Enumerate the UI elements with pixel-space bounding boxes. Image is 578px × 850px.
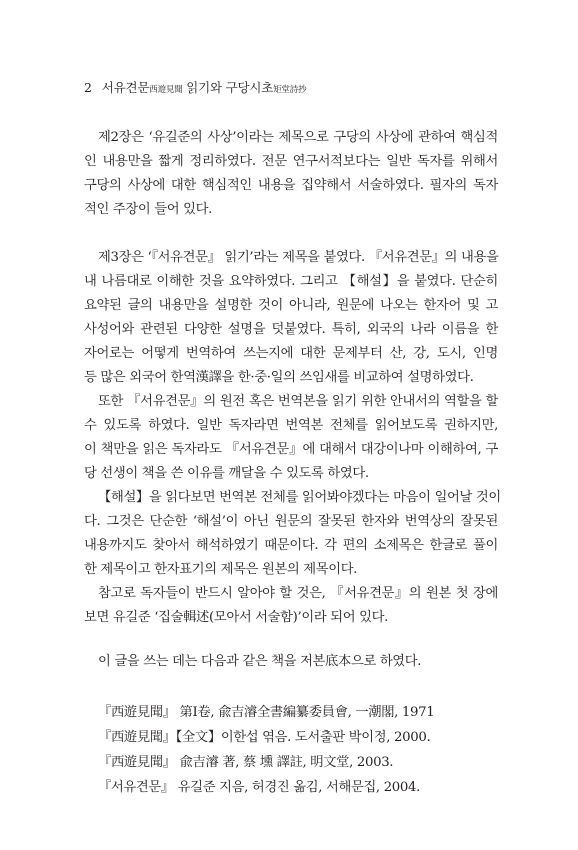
reference-list: [84, 700, 498, 800]
text-line: 참고로 독자들이 반드시 알아야 할 것은, 『서유견문』의 원본 첫 장에: [98, 586, 498, 601]
text-line: 자어로는 어떻게 번역하여 쓰는지에 대한 문제부터 산, 강, 도시, 인명: [84, 346, 498, 361]
running-header: [84, 78, 306, 96]
text-line: 적인 주장이 들어 있다.: [84, 202, 212, 217]
text-line: 또한 『서유견문』의 원전 혹은 번역본을 읽기 위한 안내서의 역할을 할: [98, 394, 498, 409]
text-line: 이 책만을 읽은 독자라도 『서유견문』에 대해서 대강이나마 이해하여, 구: [84, 442, 498, 457]
running-title-sub: 읽기와 구당시초: [182, 80, 274, 95]
paragraph-note: [84, 582, 498, 630]
text-line: 인 내용만을 짧게 정리하였다. 전문 연구서적보다는 일반 독자를 위해서: [84, 154, 498, 169]
running-title-main: 서유견문: [101, 80, 150, 95]
reference-item: 『西遊見聞』 兪吉濬 著, 蔡 壎 譯註, 明文堂, 2003.: [98, 755, 394, 770]
text-line: 요약된 글의 내용만을 설명한 것이 아니라, 원문에 나오는 한자어 및 고: [84, 298, 498, 313]
body-text: [84, 126, 501, 800]
page-number: 2: [84, 80, 92, 95]
text-line: 구당의 사상에 대한 핵심적인 내용을 집약해서 서술하였다. 필자의 독자: [84, 178, 498, 193]
text-line: 제3장은 ‘『서유견문』 읽기’라는 제목을 붙였다. 『서유견문』의 내용을: [98, 250, 499, 265]
paragraph-commentary: [84, 486, 501, 582]
paragraph-chapter2: [84, 126, 498, 222]
text-line: 보면 유길준 ‘집술輯述(모아서 서술함)’이라 되어 있다.: [84, 610, 388, 625]
text-line: 다. 그것은 단순한 ‘해설’이 아닌 원문의 잘못된 한자와 번역상의 잘못된: [84, 514, 498, 529]
paragraph-source: [84, 650, 498, 674]
reference-item: 『西遊見聞』 第Ⅰ卷, 兪吉濬全書編纂委員會, 一潮閣, 1971: [98, 705, 435, 720]
text-line: 사성어와 관련된 다양한 설명을 덧붙였다. 특히, 외국의 나라 이름을 한: [84, 322, 498, 337]
running-title-sub-hanja: 矩堂詩抄: [273, 85, 307, 95]
paragraph-chapter3: [84, 246, 498, 390]
text-line: 【해설】을 읽다보면 번역본 전체를 읽어봐야겠다는 마음이 일어날 것이: [98, 490, 501, 505]
text-line: 제2장은 ‘유길준의 사상’이라는 제목으로 구당의 사상에 관하여 핵심적: [98, 130, 498, 145]
text-line: 내용까지도 찾아서 해석하였기 때문이다. 각 편의 소제목은 한글로 풀이: [84, 538, 498, 553]
text-line: 한 제목이고 한자표기의 제목은 원본의 제목이다.: [84, 562, 358, 577]
text-line: 수 있도록 하였다. 일반 독자라면 번역본 전체를 읽어보도록 권하지만,: [84, 418, 498, 433]
text-line: 당 선생이 책을 쓴 이유를 깨달을 수 있도록 하였다.: [84, 466, 369, 481]
text-line: 이 글을 쓰는 데는 다음과 같은 책을 저본底本으로 하였다.: [98, 654, 422, 669]
text-line: 내 나름대로 이해한 것을 요약하였다. 그리고 【해설】을 붙였다. 단순히: [84, 274, 498, 289]
running-title-main-hanja: 西遊見聞: [149, 85, 183, 95]
reference-item: 『西遊見聞』【全文】이한섭 엮음. 도서출판 박이정, 2000.: [98, 730, 431, 745]
reference-item: 『서유견문』 유길준 지음, 허경진 옮김, 서해문집, 2004.: [98, 780, 421, 795]
paragraph-guide: [84, 390, 498, 486]
text-line: 등 많은 외국어 한역漢譯을 한·중·일의 쓰임새를 비교하여 설명하였다.: [84, 370, 474, 385]
